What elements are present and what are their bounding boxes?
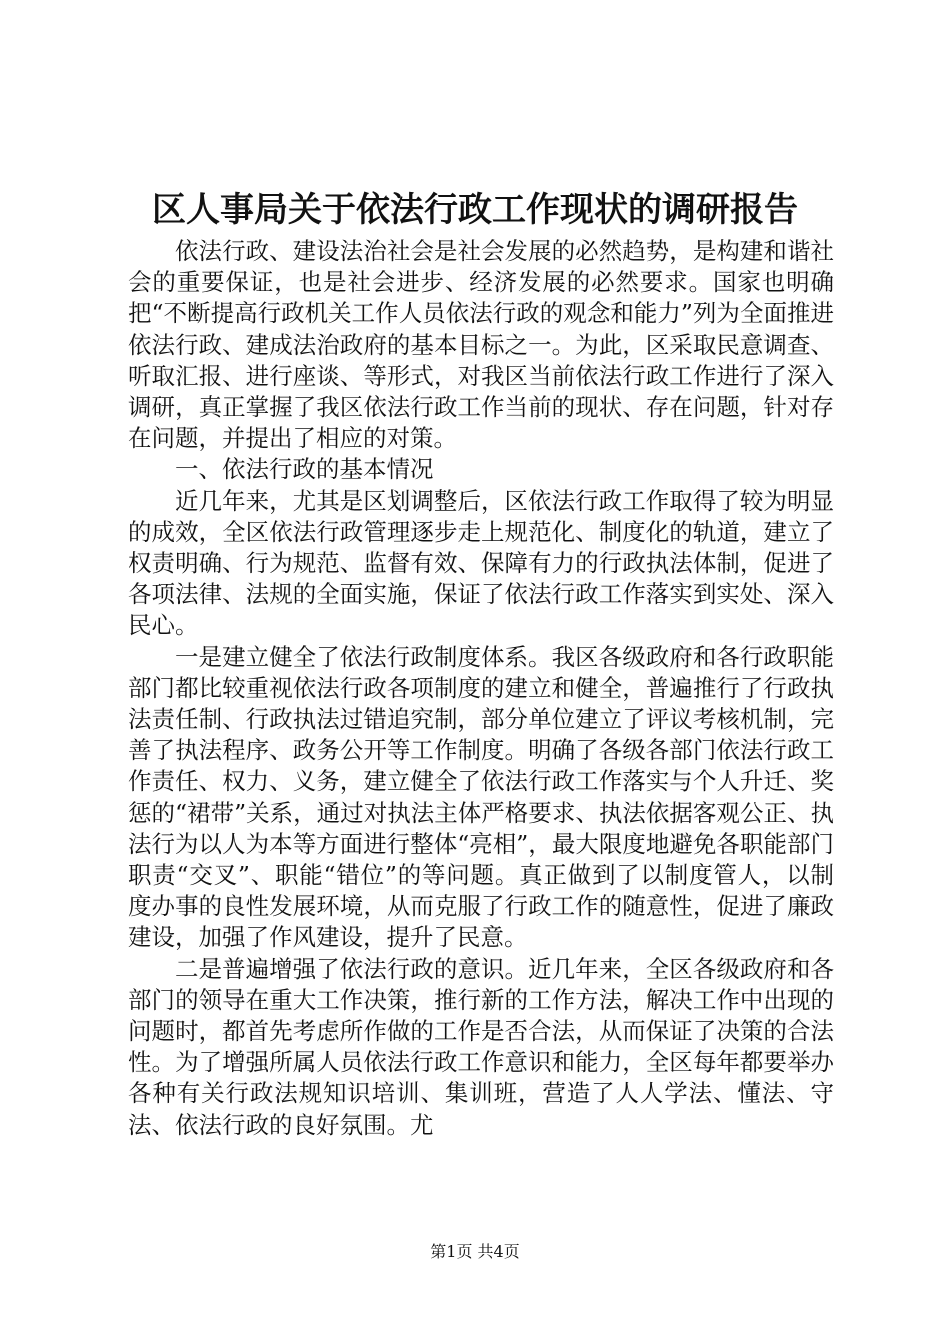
paragraph-point-one: 一是建立健全了依法行政制度体系。我区各级政府和各行政职能部门都比较重视依法行政各项制度的建立和健全，普遍推行了行政执法责任制、行政执法过错追究制，部分单位建立了评议考核机制，完善了执法程序、政务公开等工作制度。明确了各级各部门依法行政工作责任、权力、义务，建立健全了依法行政工作落实与个人升迁、奖惩的“裙带”关系，通过对执法主体严格要求、执法依据客观公正、执法行为以人为本等方面进行整体“亮相”，最大限度地避免各职能部门职责“交叉”、职能“错位”的等问题。真正做到了以制度管人，以制度办事的良性发展环境，从而克服了行政工作的随意性，促进了廉政建设，加强了作风建设，提升了民意。 [128, 642, 834, 952]
page-number-footer: 第1页 共4页 [430, 1242, 520, 1261]
document-title: 区人事局关于依法行政工作现状的调研报告 [152, 190, 798, 230]
paragraph-intro: 依法行政、建设法治社会是社会发展的必然趋势，是构建和谐社会的重要保证，也是社会进步、经济发展的必然要求。国家也明确把“不断提高行政机关工作人员依法行政的观念和能力”列为全面推进依法行政、建成法治政府的基本目标之一。为此，区采取民意调查、听取汇报、进行座谈、等形式，对我区当前依法行政工作进行了深入调研，真正掌握了我区依法行政工作当前的现状、存在问题，针对存在问题，并提出了相应的对策。 [128, 237, 834, 453]
paragraph-overview: 近几年来，尤其是区划调整后，区依法行政工作取得了较为明显的成效，全区依法行政管理逐步走上规范化、制度化的轨道，建立了权责明确、行为规范、监督有效、保障有力的行政执法体制，促进了各项法律、法规的全面实施，保证了依法行政工作落实到实处、深入民心。 [128, 486, 834, 640]
document-body [128, 236, 834, 1141]
section-heading: 一、依法行政的基本情况 [175, 455, 434, 484]
paragraph-point-two: 二是普遍增强了依法行政的意识。近几年来，全区各级政府和各部门的领导在重大工作决策，推行新的工作方法，解决工作中出现的问题时，都首先考虑所作做的工作是否合法，从而保证了决策的合法性。为了增强所属人员依法行政工作意识和能力，全区每年都要举办各种有关行政法规知识培训、集训班，营造了人人学法、懂法、守法、依法行政的良好氛围。尤 [128, 954, 834, 1139]
